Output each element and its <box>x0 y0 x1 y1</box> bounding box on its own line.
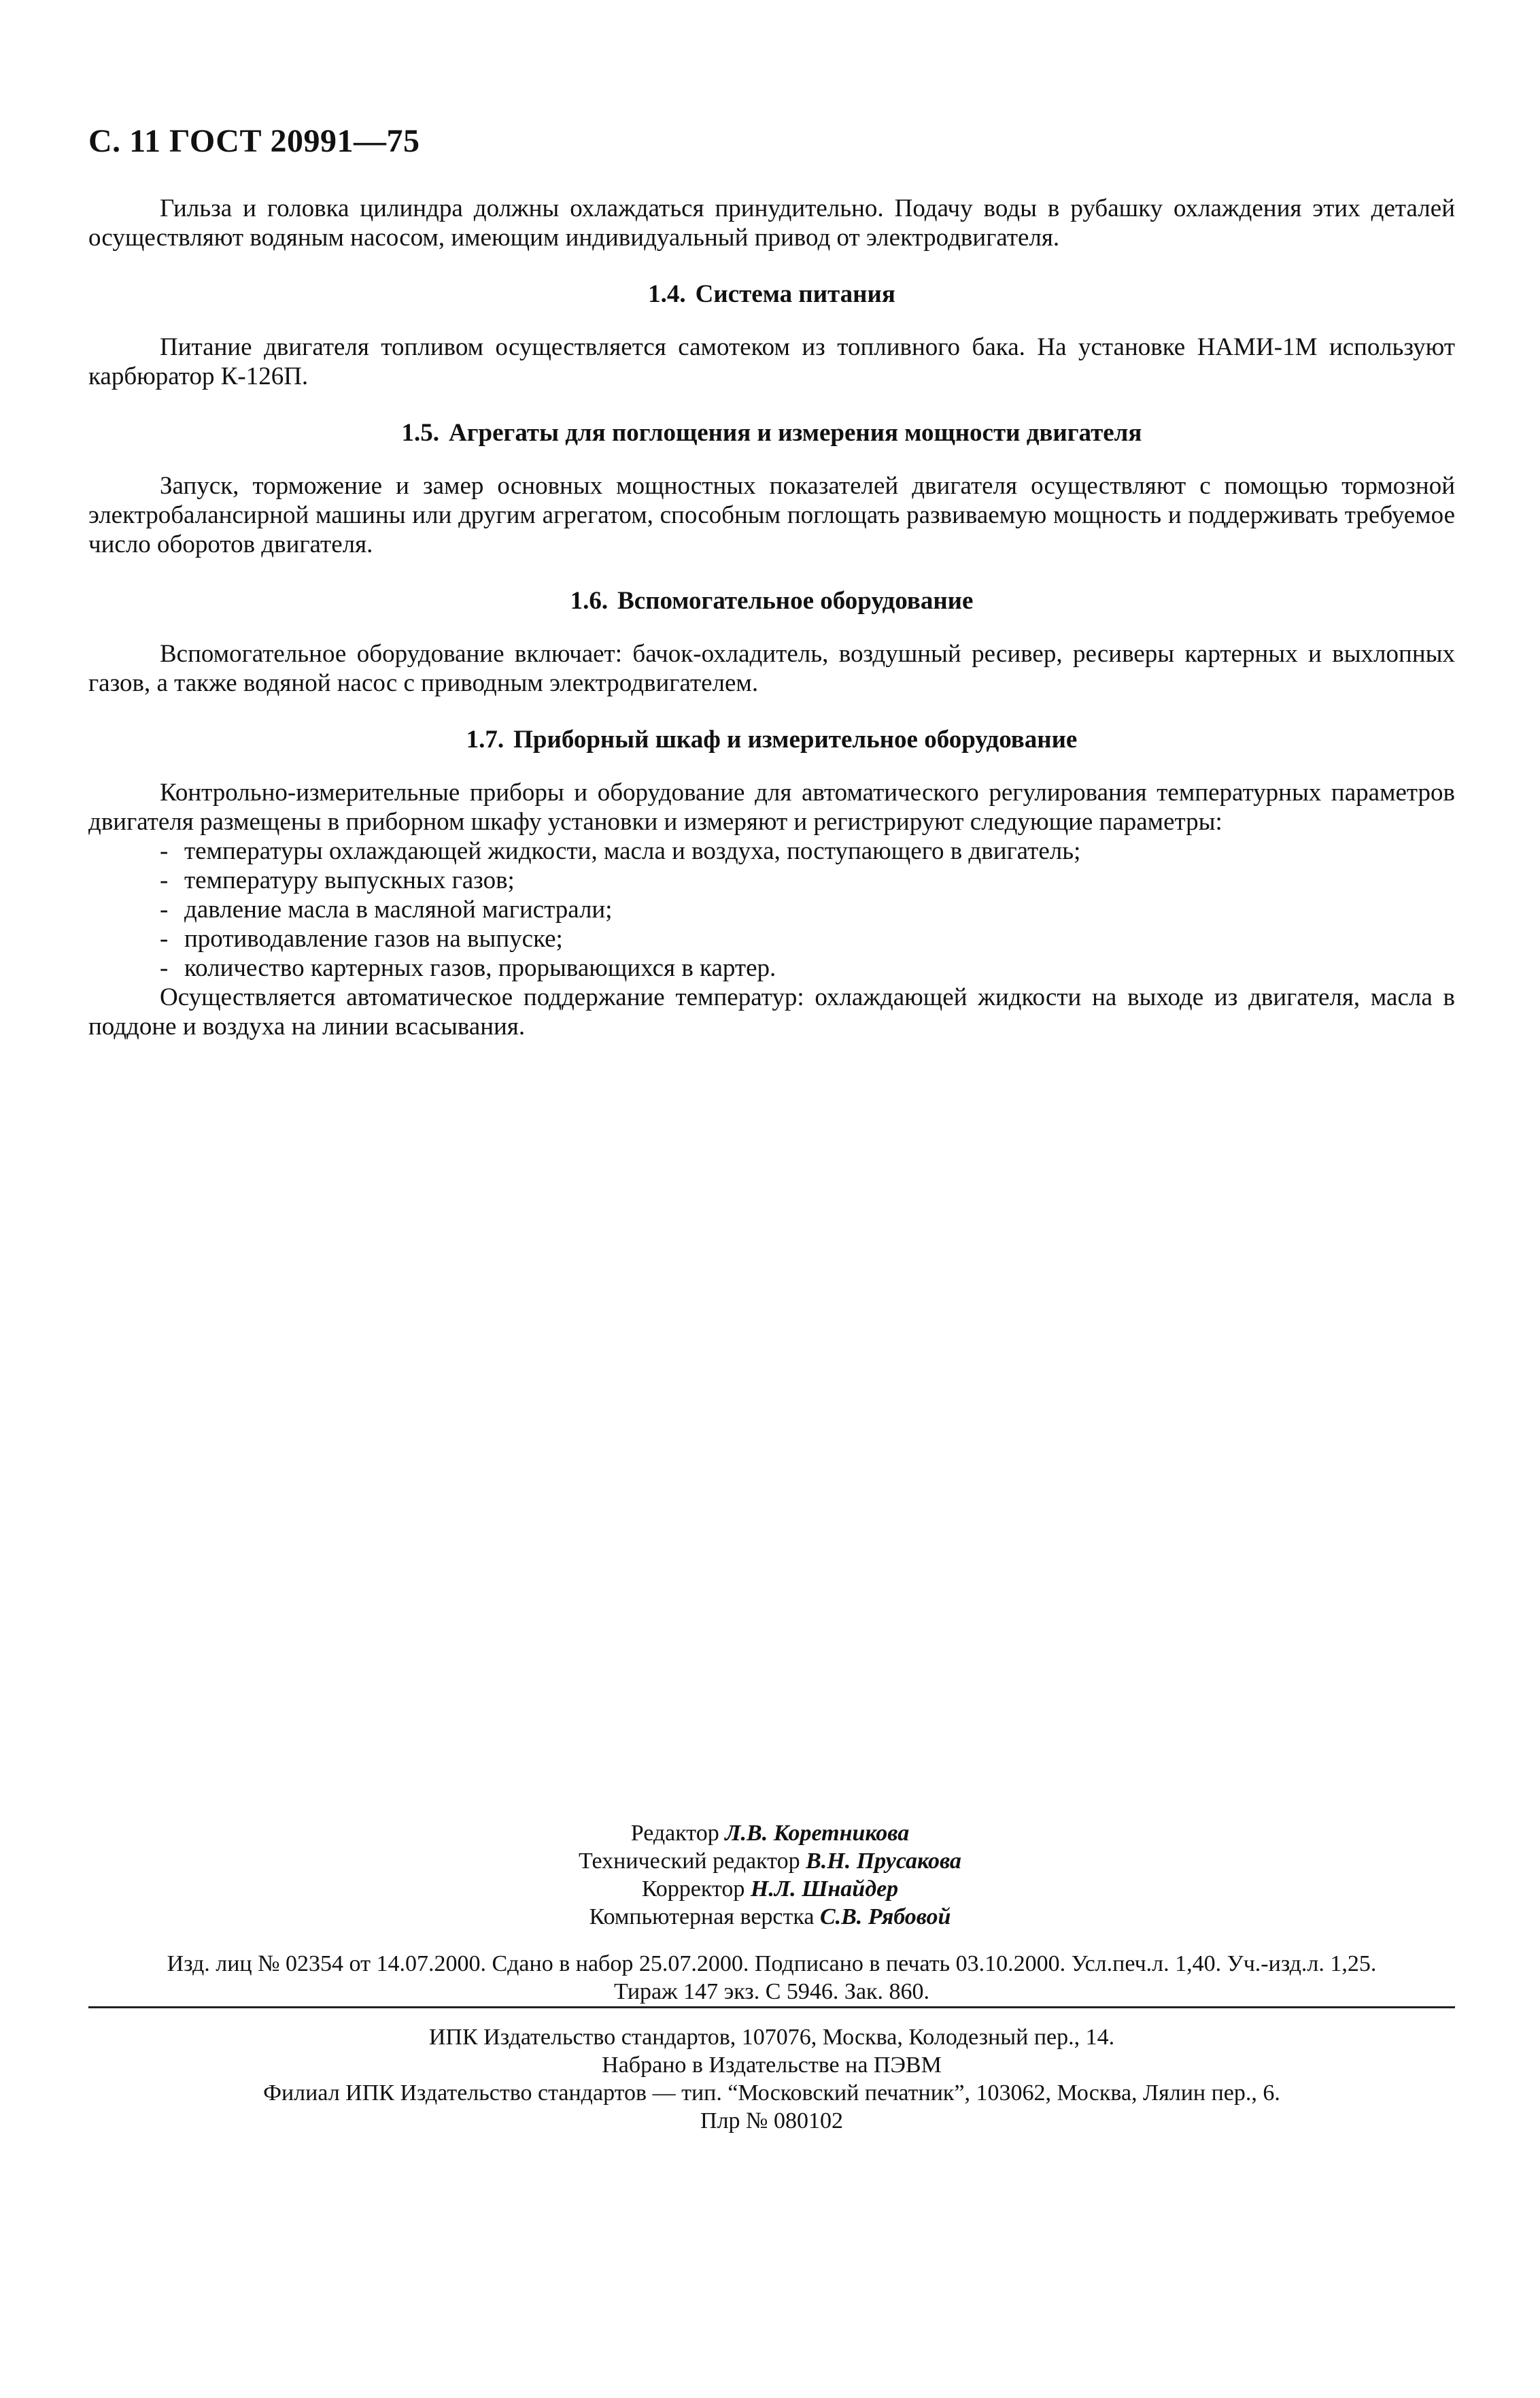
section-closing-paragraph: Осуществляется автоматическое поддержание температур: охлаждающей жидкости на выходе из двигателя, масла в поддоне и воздуха на линии всасывания. <box>88 983 1455 1041</box>
section-heading-1-7 <box>88 725 1455 754</box>
credit-line: Редактор Л.В. Коретникова <box>630 1821 910 1846</box>
section-paragraph-1-5: Запуск, торможение и замер основных мощностных показателей двигателя осуществляют с помощью тормозной электробалансирной машины или другим агрегатом, способным поглощать развиваемую мощность и поддерживать требуемое число оборотов двигателя. <box>88 472 1455 558</box>
list-marker: - <box>160 954 169 982</box>
section-heading-1-6 <box>88 586 1455 615</box>
divider-line <box>88 2006 1455 2008</box>
section-title: Вспомогательное оборудование <box>617 587 974 615</box>
list-item: - давление масла в масляной магистрали; <box>160 896 613 924</box>
publication-line: Тираж 147 экз. С 5946. Зак. 860. <box>613 1979 930 2004</box>
list-item: - противодавление газов на выпуске; <box>160 925 563 953</box>
list-item: - количество картерных газов, прорывающихся в картер. <box>160 954 776 982</box>
intro-paragraph: Гильза и головка цилиндра должны охлаждаться принудительно. Подачу воды в рубашку охлаждения этих деталей осуществляют водяным насосом, имеющим индивидуальный привод от электродвигателя. <box>88 195 1455 252</box>
parameters-list <box>88 837 1455 983</box>
publication-line: Изд. лиц № 02354 от 14.07.2000. Сдано в набор 25.07.2000. Подписано в печать 03.10.2000. Усл.печ.л. 1,40. Уч.-изд.л. 1,25. <box>167 1951 1377 1976</box>
list-item: - температуру выпускных газов; <box>160 866 515 894</box>
page-header: С. 11 ГОСТ 20991—75 <box>88 123 420 159</box>
credit-line: Компьютерная верстка С.В. Рябовой <box>589 1904 951 1929</box>
publication-info <box>88 1950 1455 2006</box>
section-number: 1.4. <box>648 280 686 308</box>
section-number: 1.5. <box>401 419 440 447</box>
imprint-line: Филиал ИПК Издательство стандартов — тип. “Московский печатник”, 103062, Москва, Лялин пер., 6. <box>263 2080 1280 2106</box>
imprint-line: Плр № 080102 <box>700 2108 843 2133</box>
credits-block <box>0 1819 1540 1931</box>
list-marker: - <box>160 925 169 953</box>
imprint-block <box>88 2023 1455 2135</box>
list-marker: - <box>160 896 169 924</box>
section-number: 1.6. <box>570 587 609 615</box>
section-heading-1-4 <box>88 280 1455 309</box>
list-marker: - <box>160 866 169 894</box>
section-paragraph-1-4: Питание двигателя топливом осуществляется самотеком из топливного бака. На установке НАМИ-1М используют карбюратор К-126П. <box>88 333 1455 390</box>
section-paragraph-1-6: Вспомогательное оборудование включает: бачок-охладитель, воздушный ресивер, ресиверы картерных и выхлопных газов, а также водяной насос с приводным электродвигателем. <box>88 640 1455 697</box>
imprint-line: Набрано в Издательстве на ПЭВМ <box>602 2053 942 2078</box>
section-paragraph-1-7: Контрольно-измерительные приборы и оборудование для автоматического регулирования температурных параметров двигателя размещены в приборном шкафу установки и измеряют и регистрируют следующие параметры: <box>88 779 1455 836</box>
imprint-line: ИПК Издательство стандартов, 107076, Москва, Колодезный пер., 14. <box>428 2025 1115 2050</box>
section-number: 1.7. <box>466 726 504 754</box>
list-marker: - <box>160 837 169 865</box>
section-title: Система питания <box>695 280 895 308</box>
document-body <box>88 194 1455 1041</box>
credit-line: Корректор Н.Л. Шнайдер <box>641 1876 899 1902</box>
credit-line: Технический редактор В.Н. Прусакова <box>579 1848 961 1874</box>
section-heading-1-5 <box>88 418 1455 447</box>
section-title: Агрегаты для поглощения и измерения мощности двигателя <box>449 419 1142 447</box>
list-item: - температуры охлаждающей жидкости, масла и воздуха, поступающего в двигатель; <box>160 837 1081 865</box>
section-title: Приборный шкаф и измерительное оборудование <box>513 726 1078 754</box>
